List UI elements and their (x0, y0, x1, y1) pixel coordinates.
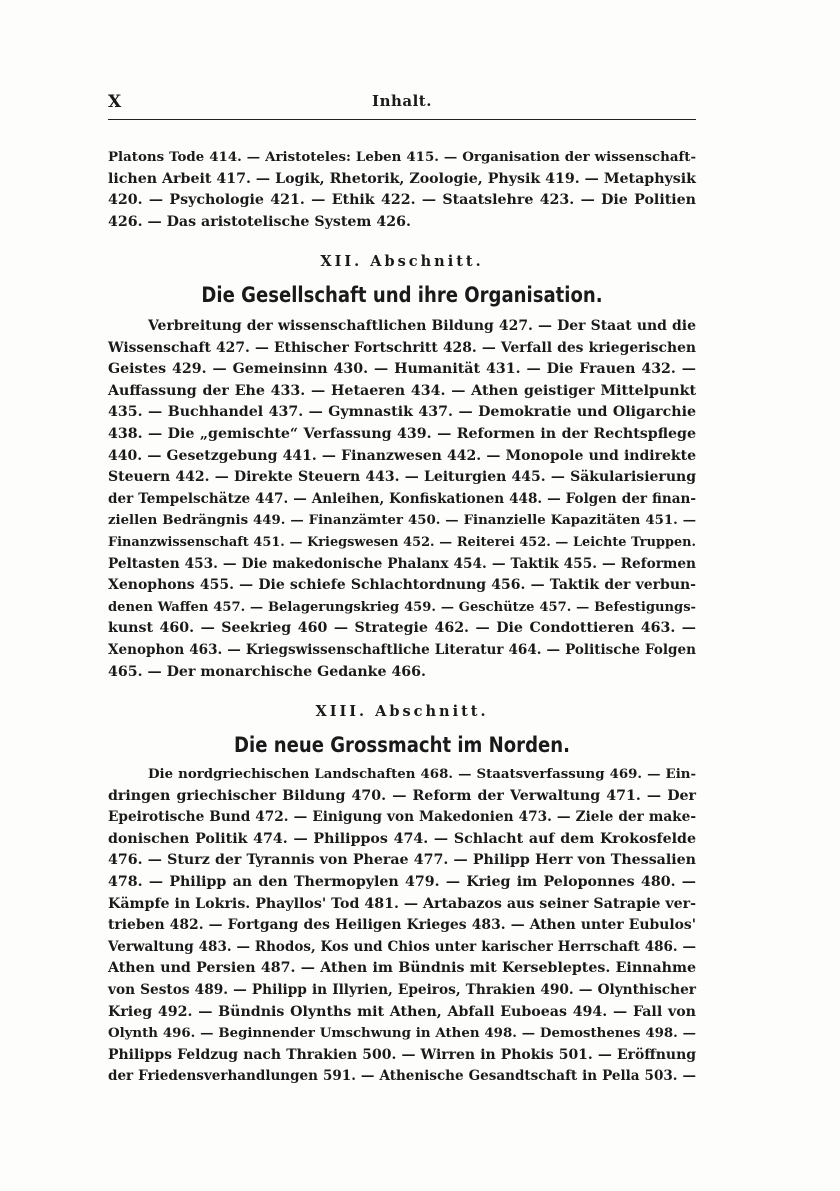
text-line: donischen Politik 474. — Philippos 474. — Schlacht auf dem Krokosfelde (108, 830, 696, 847)
text-line: 420. — Psychologie 421. — Ethik 422. — Staatslehre 423. — Die Politien (108, 192, 696, 209)
text-line: 465. — Der monarchische Gedanke 466. (108, 663, 426, 680)
section-xii-paragraph (108, 316, 696, 683)
text-line: Verbreitung der wissenschaftlichen Bildung 427. — Der Staat und die (148, 318, 696, 334)
text-line: 426. — Das aristotelische System 426. (108, 213, 411, 230)
text-line: kunst 460. — Seekrieg 460 — Strategie 462. — Die Condottieren 463. — (108, 620, 696, 637)
text-line: Platons Tode 414. — Aristoteles: Leben 415. — Organisation der wissenschaft- (108, 149, 696, 165)
section-xii-label: XII. Abschnitt. (320, 253, 484, 270)
text-line: lichen Arbeit 417. — Logik, Rhetorik, Zoologie, Physik 419. — Metaphysik (108, 170, 696, 187)
text-line: trieben 482. — Fortgang des Heiligen Krieges 483. — Athen unter Eubulos' (108, 917, 696, 934)
text-line: dringen griechischer Bildung 470. — Reform der Verwaltung 471. — Der (108, 787, 696, 804)
section-xii-title: Die Gesellschaft und ihre Organisation. (201, 283, 603, 307)
text-line: der Tempelschätze 447. — Anleihen, Konfiskationen 448. — Folgen der finan- (108, 490, 696, 507)
text-line: 435. — Buchhandel 437. — Gymnastik 437. — Demokratie und Oligarchie (108, 404, 696, 421)
text-line: Finanzwissenschaft 451. — Kriegswesen 452. — Reiterei 452. — Leichte Truppen. (108, 534, 696, 550)
text-line: ziellen Bedrängnis 449. — Finanzämter 450. — Finanzielle Kapazitäten 451. — (108, 513, 696, 529)
text-line: Olynth 496. — Beginnender Umschwung in Athen 498. — Demosthenes 498. — (108, 1025, 696, 1042)
intro-paragraph (108, 147, 696, 233)
section-xiii-title: Die neue Grossmacht im Norden. (234, 733, 570, 757)
text-line: Auffassung der Ehe 433. — Hetaeren 434. — Athen geistiger Mittelpunkt (108, 382, 696, 399)
text-line: 476. — Sturz der Tyrannis von Pherae 477. — Philipp Herr von Thessalien (108, 852, 696, 869)
text-line: Peltasten 453. — Die makedonische Phalanx 454. — Taktik 455. — Reformen (108, 555, 696, 572)
page-number: X (108, 92, 123, 112)
text-line: Athen und Persien 487. — Athen im Bündnis mit Kersebleptes. Einnahme (108, 960, 696, 977)
running-title: Inhalt. (372, 92, 432, 110)
text-line: der Friedensverhandlungen 591. — Athenische Gesandtschaft in Pella 503. — (108, 1068, 696, 1085)
section-xiii-label: XIII. Abschnitt. (315, 703, 489, 720)
text-line: von Sestos 489. — Philipp in Illyrien, Epeiros, Thrakien 490. — Olynthischer (108, 981, 696, 998)
text-line: Krieg 492. — Bündnis Olynths mit Athen, Abfall Euboeas 494. — Fall von (108, 1003, 696, 1020)
text-line: Kämpfe in Lokris. Phayllos' Tod 481. — Artabazos aus seiner Satrapie ver- (108, 895, 696, 912)
text-line: Geistes 429. — Gemeinsinn 430. — Humanität 431. — Die Frauen 432. — (108, 361, 696, 378)
text-line: denen Waffen 457. — Belagerungskrieg 459. — Geschütze 457. — Befestigungs- (108, 599, 696, 615)
header-rule (108, 119, 696, 120)
text-line: 478. — Philipp an den Thermopylen 479. — Krieg im Peloponnes 480. — (108, 873, 696, 890)
text-line: Philipps Feldzug nach Thrakien 500. — Wirren in Phokis 501. — Eröffnung (108, 1046, 696, 1063)
page-header (108, 92, 696, 114)
text-line: Die nordgriechischen Landschaften 468. — Staatsverfassung 469. — Ein- (148, 766, 696, 782)
text-line: Xenophon 463. — Kriegswissenschaftliche Literatur 464. — Politische Folgen (108, 641, 696, 658)
text-line: Verwaltung 483. — Rhodos, Kos und Chios unter karischer Herrschaft 486. — (108, 938, 696, 955)
text-line: Epeirotische Bund 472. — Einigung von Makedonien 473. — Ziele der make- (108, 809, 696, 826)
text-line: Wissenschaft 427. — Ethischer Fortschritt 428. — Verfall des kriegerischen (108, 339, 696, 356)
text-line: Steuern 442. — Direkte Steuern 443. — Leiturgien 445. — Säkularisierung (108, 469, 696, 486)
section-xiii-paragraph (108, 764, 696, 1088)
text-line: 440. — Gesetzgebung 441. — Finanzwesen 442. — Monopole und indirekte (108, 447, 696, 464)
text-line: 438. — Die „gemischte“ Verfassung 439. — Reformen in der Rechtspflege (108, 425, 696, 442)
text-line: Xenophons 455. — Die schiefe Schlachtordnung 456. — Taktik der verbun- (108, 577, 696, 594)
